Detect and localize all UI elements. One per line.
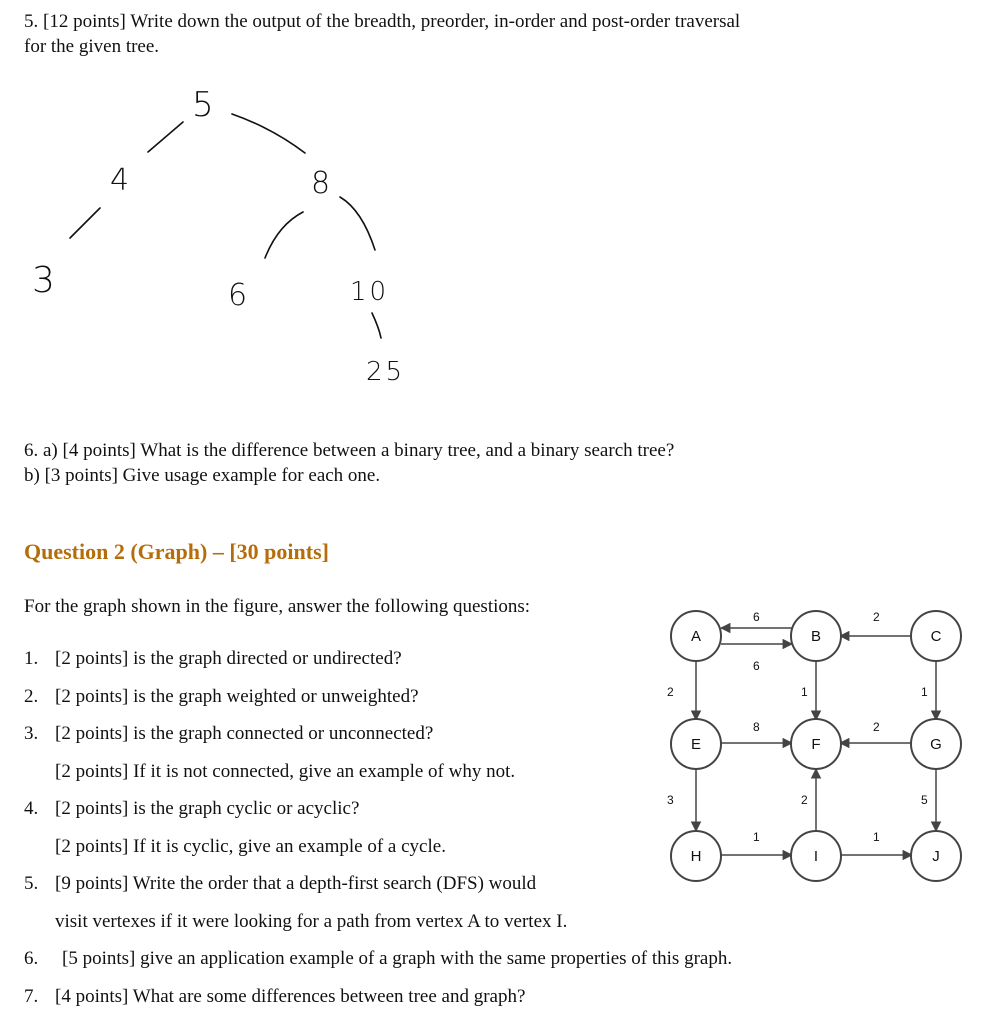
weight-b-f: 1 [801, 685, 808, 699]
graph-node-label: G [930, 736, 942, 753]
weight-e-h: 3 [667, 793, 674, 807]
graph-intro: For the graph shown in the figure, answer the following questions: [24, 596, 531, 617]
question-text: [2 points] If it is cyclic, give an example of a cycle. [55, 836, 446, 857]
question-number: 5. [24, 873, 39, 894]
graph-node-label: A [690, 628, 702, 645]
question-text: [5 points] give an application example of a graph with the same properties of this graph. [62, 948, 733, 969]
graph-node-label: C [930, 628, 942, 645]
question-text: [9 points] Write the order that a depth-first search (DFS) would [55, 873, 537, 894]
tree-edge-8-6 [265, 212, 303, 258]
tree-edge-4-3 [70, 208, 100, 238]
weight-c-g: 1 [921, 685, 928, 699]
tree-node-6: 6 [228, 278, 248, 313]
weight-a-e: 2 [667, 685, 674, 699]
question-text: [2 points] is the graph directed or undirected? [55, 648, 402, 669]
graph-node-c [911, 611, 961, 661]
q5-prompt-line-1: 5. [12 points] Write down the output of the breadth, preorder, in-order and post-order traversal [24, 11, 741, 32]
tree-node-8: 8 [311, 166, 331, 201]
q6-prompt-line-1: 6. a) [4 points] What is the difference between a binary tree, and a binary search tree? [24, 440, 675, 461]
graph-node-label: J [932, 848, 940, 865]
question-text: [2 points] is the graph connected or unconnected? [55, 723, 434, 744]
graph-node-label: F [811, 736, 821, 753]
weight-i-j: 1 [873, 830, 880, 844]
question-number: 7. [24, 986, 39, 1007]
question-text: visit vertexes if it were looking for a path from vertex A to vertex I. [55, 911, 568, 932]
weight-h-i: 1 [753, 830, 760, 844]
graph-node-label: B [810, 628, 822, 645]
weight-a-b-top: 6 [753, 610, 760, 624]
tree-node-5: 5 [192, 85, 214, 125]
question-number: 6. [24, 948, 39, 969]
weight-a-b-bottom: 6 [753, 659, 760, 673]
tree-edge-5-8 [232, 114, 305, 153]
q6-prompt-line-2: b) [3 points] Give usage example for each one. [24, 465, 381, 486]
graph-node-f [791, 719, 841, 769]
graph-node-label: I [813, 848, 819, 865]
tree-figure [0, 80, 460, 390]
graph-node-h [671, 831, 721, 881]
weight-f-g: 2 [873, 720, 880, 734]
tree-node-3: 3 [32, 260, 55, 301]
question-number: 3. [24, 723, 39, 744]
q5-prompt-line-2: for the given tree. [24, 36, 160, 57]
question-text: [2 points] is the graph cyclic or acyclic? [55, 798, 360, 819]
question-number: 1. [24, 648, 39, 669]
section-title: Question 2 (Graph) – [30 points] [24, 539, 329, 564]
question-text: [2 points] is the graph weighted or unweighted? [55, 686, 419, 707]
tree-edge-10-25 [372, 313, 381, 338]
question-text: [2 points] If it is not connected, give an example of why not. [55, 761, 516, 782]
tree-edge-8-10 [340, 197, 375, 250]
tree-node-10: 10 [350, 277, 390, 307]
weight-g-j: 5 [921, 793, 928, 807]
tree-node-4: 4 [110, 163, 130, 198]
tree-edge-5-4 [148, 122, 183, 152]
graph-node-b [791, 611, 841, 661]
graph-node-j [911, 831, 961, 881]
graph-node-e [671, 719, 721, 769]
graph-node-i [791, 831, 841, 881]
tree-node-25: 25 [366, 357, 406, 387]
weight-e-f: 8 [753, 720, 760, 734]
graph-node-label: H [690, 848, 702, 865]
tree-edges [70, 114, 381, 338]
question-number: 4. [24, 798, 39, 819]
graph-node-label: E [690, 736, 702, 753]
weight-i-f: 2 [801, 793, 808, 807]
weight-b-c: 2 [873, 610, 880, 624]
question-number: 2. [24, 686, 39, 707]
graph-node-g [911, 719, 961, 769]
question-text: [4 points] What are some differences between tree and graph? [55, 986, 526, 1007]
graph-node-a [671, 611, 721, 661]
graph-figure [640, 600, 970, 890]
